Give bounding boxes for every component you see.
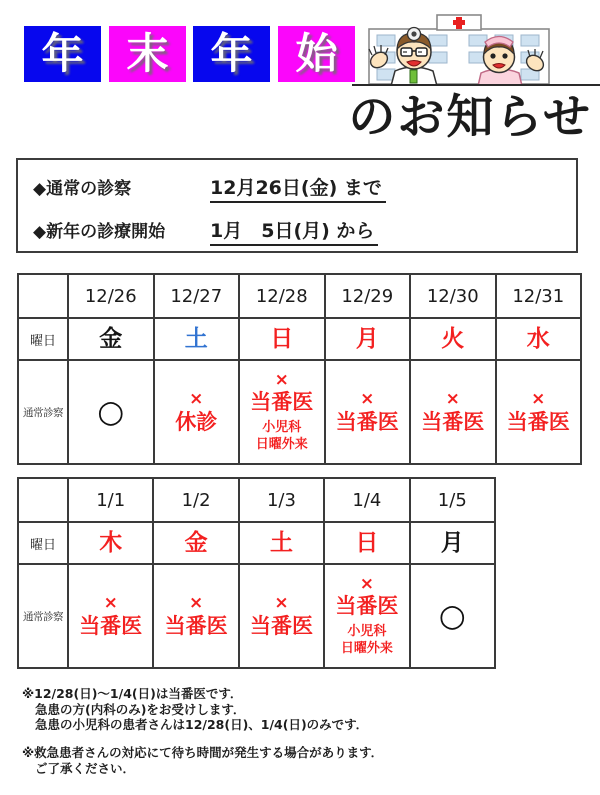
weekday-row-label: 曜日 <box>18 522 68 564</box>
date-header-row <box>18 274 581 318</box>
weekday-char: 月 <box>440 529 464 556</box>
weekday-row <box>18 318 581 360</box>
closed-note: 小児科 <box>262 420 302 436</box>
weekday-cell <box>68 318 154 360</box>
closed-mark: × <box>274 593 289 614</box>
title-char: 始 <box>295 29 338 78</box>
weekday-char: 火 <box>441 325 465 352</box>
schedule-row-label: 通常診察 <box>18 360 68 464</box>
notice-label: ◆通常の診察 <box>33 179 132 199</box>
notice-label: ◆新年の診療開始 <box>33 222 166 242</box>
schedule-cell-closed <box>68 564 153 668</box>
weekday-cell <box>153 522 238 564</box>
closed-mark: × <box>103 593 118 614</box>
title-char-box-4 <box>278 26 355 82</box>
weekday-cell <box>496 318 582 360</box>
closed-label: 当番医 <box>421 409 485 434</box>
date-header-cell: 12/31 <box>496 274 582 318</box>
weekday-char: 木 <box>99 529 123 556</box>
schedule-cell-closed <box>496 360 582 464</box>
schedule-cell-closed <box>325 360 411 464</box>
closed-mark: × <box>188 593 204 614</box>
footnote-line: 急患の小児科の患者さんは12/28(日)、1/4(日)のみです． <box>35 717 369 732</box>
date-header-cell: 12/26 <box>68 274 154 318</box>
weekday-char: 日 <box>355 529 379 556</box>
schedule-table-december <box>17 273 582 465</box>
closed-mark: × <box>360 389 375 410</box>
closed-mark: × <box>189 389 204 410</box>
weekday-char: 土 <box>269 529 293 556</box>
corner-cell <box>18 274 68 318</box>
open-mark: ○ <box>438 597 466 634</box>
title-char: 年 <box>41 29 84 78</box>
weekday-cell <box>154 318 240 360</box>
notice-value: 1月 5日(月) から <box>210 216 378 246</box>
schedule-cell-closed <box>153 564 238 668</box>
closed-label: 当番医 <box>506 409 570 434</box>
date-header-cell: 12/27 <box>154 274 240 318</box>
schedule-cell-closed <box>410 360 496 464</box>
date-header-cell: 1/2 <box>153 478 238 522</box>
closed-note: 日曜外来 <box>340 641 393 657</box>
footnote-line: ※救急患者さんの対応にて待ち時間が発生する場合があります． <box>22 745 384 760</box>
notice-row-newyear <box>33 216 576 246</box>
open-mark: ○ <box>97 393 125 430</box>
weekday-cell <box>68 522 153 564</box>
corner-cell <box>18 478 68 522</box>
weekday-cell <box>239 522 324 564</box>
closed-label: 当番医 <box>250 390 314 415</box>
schedule-row <box>18 564 495 668</box>
weekday-cell <box>325 318 411 360</box>
weekday-row-label: 曜日 <box>18 318 68 360</box>
weekday-cell <box>410 522 495 564</box>
footnote-block-1 <box>22 686 368 733</box>
schedule-row <box>18 360 581 464</box>
schedule-row-label: 通常診察 <box>18 564 68 668</box>
schedule-cell-closed <box>239 360 325 464</box>
weekday-cell <box>324 522 409 564</box>
notice-box <box>16 158 578 253</box>
title-char: 末 <box>126 29 169 78</box>
footnote-line: 急患の方(内科のみ)をお受けします． <box>35 701 246 717</box>
closed-label: 当番医 <box>249 613 313 638</box>
title-char: 年 <box>210 29 253 78</box>
weekday-row <box>18 522 495 564</box>
closed-mark: × <box>531 389 546 410</box>
title-char-box-1 <box>24 26 101 82</box>
weekday-cell <box>239 318 325 360</box>
baseline-rule <box>352 84 600 86</box>
date-header-row <box>18 478 495 522</box>
date-header-cell: 12/30 <box>410 274 496 318</box>
date-header-cell: 12/29 <box>325 274 411 318</box>
doctor-nurse-hospital-illustration <box>357 11 559 86</box>
title-char-box-2 <box>109 26 186 82</box>
closed-note: 小児科 <box>347 624 387 640</box>
schedule-cell-open <box>410 564 495 668</box>
date-header-cell: 12/28 <box>239 274 325 318</box>
date-header-cell: 1/1 <box>68 478 153 522</box>
weekday-char: 日 <box>270 325 294 352</box>
date-header-cell: 1/4 <box>324 478 409 522</box>
weekday-char: 金 <box>184 529 208 556</box>
date-header-cell: 1/5 <box>410 478 495 522</box>
schedule-cell-closed <box>239 564 324 668</box>
closed-label: 当番医 <box>164 613 228 638</box>
closed-label: 当番医 <box>335 594 399 619</box>
weekday-char: 水 <box>526 325 550 352</box>
title-char-box-3 <box>193 26 270 82</box>
schedule-table-january <box>17 477 496 669</box>
notice-value: 12月26日(金) まで <box>210 173 386 203</box>
closed-mark: × <box>274 369 289 390</box>
footnote-line: ※12/28(日)～1/4(日)は当番医です． <box>22 686 243 701</box>
notice-heading: のお知らせ <box>348 90 592 145</box>
footnote-line: ご了承ください． <box>35 760 136 776</box>
closed-mark: × <box>359 573 374 594</box>
notice-row-normal <box>33 173 576 203</box>
weekday-char: 月 <box>355 325 379 352</box>
schedule-cell-closed <box>324 564 409 668</box>
closed-label: 当番医 <box>335 409 399 434</box>
closed-note: 日曜外来 <box>255 437 308 453</box>
date-header-cell: 1/3 <box>239 478 324 522</box>
closed-label: 当番医 <box>79 613 143 638</box>
schedule-cell-closed <box>154 360 240 464</box>
closed-label: 休診 <box>175 409 218 434</box>
closed-mark: × <box>445 389 460 410</box>
weekday-char: 土 <box>184 325 208 352</box>
weekday-char: 金 <box>99 325 123 352</box>
footnote-block-2 <box>22 745 383 776</box>
schedule-cell-open <box>68 360 154 464</box>
weekday-cell <box>410 318 496 360</box>
